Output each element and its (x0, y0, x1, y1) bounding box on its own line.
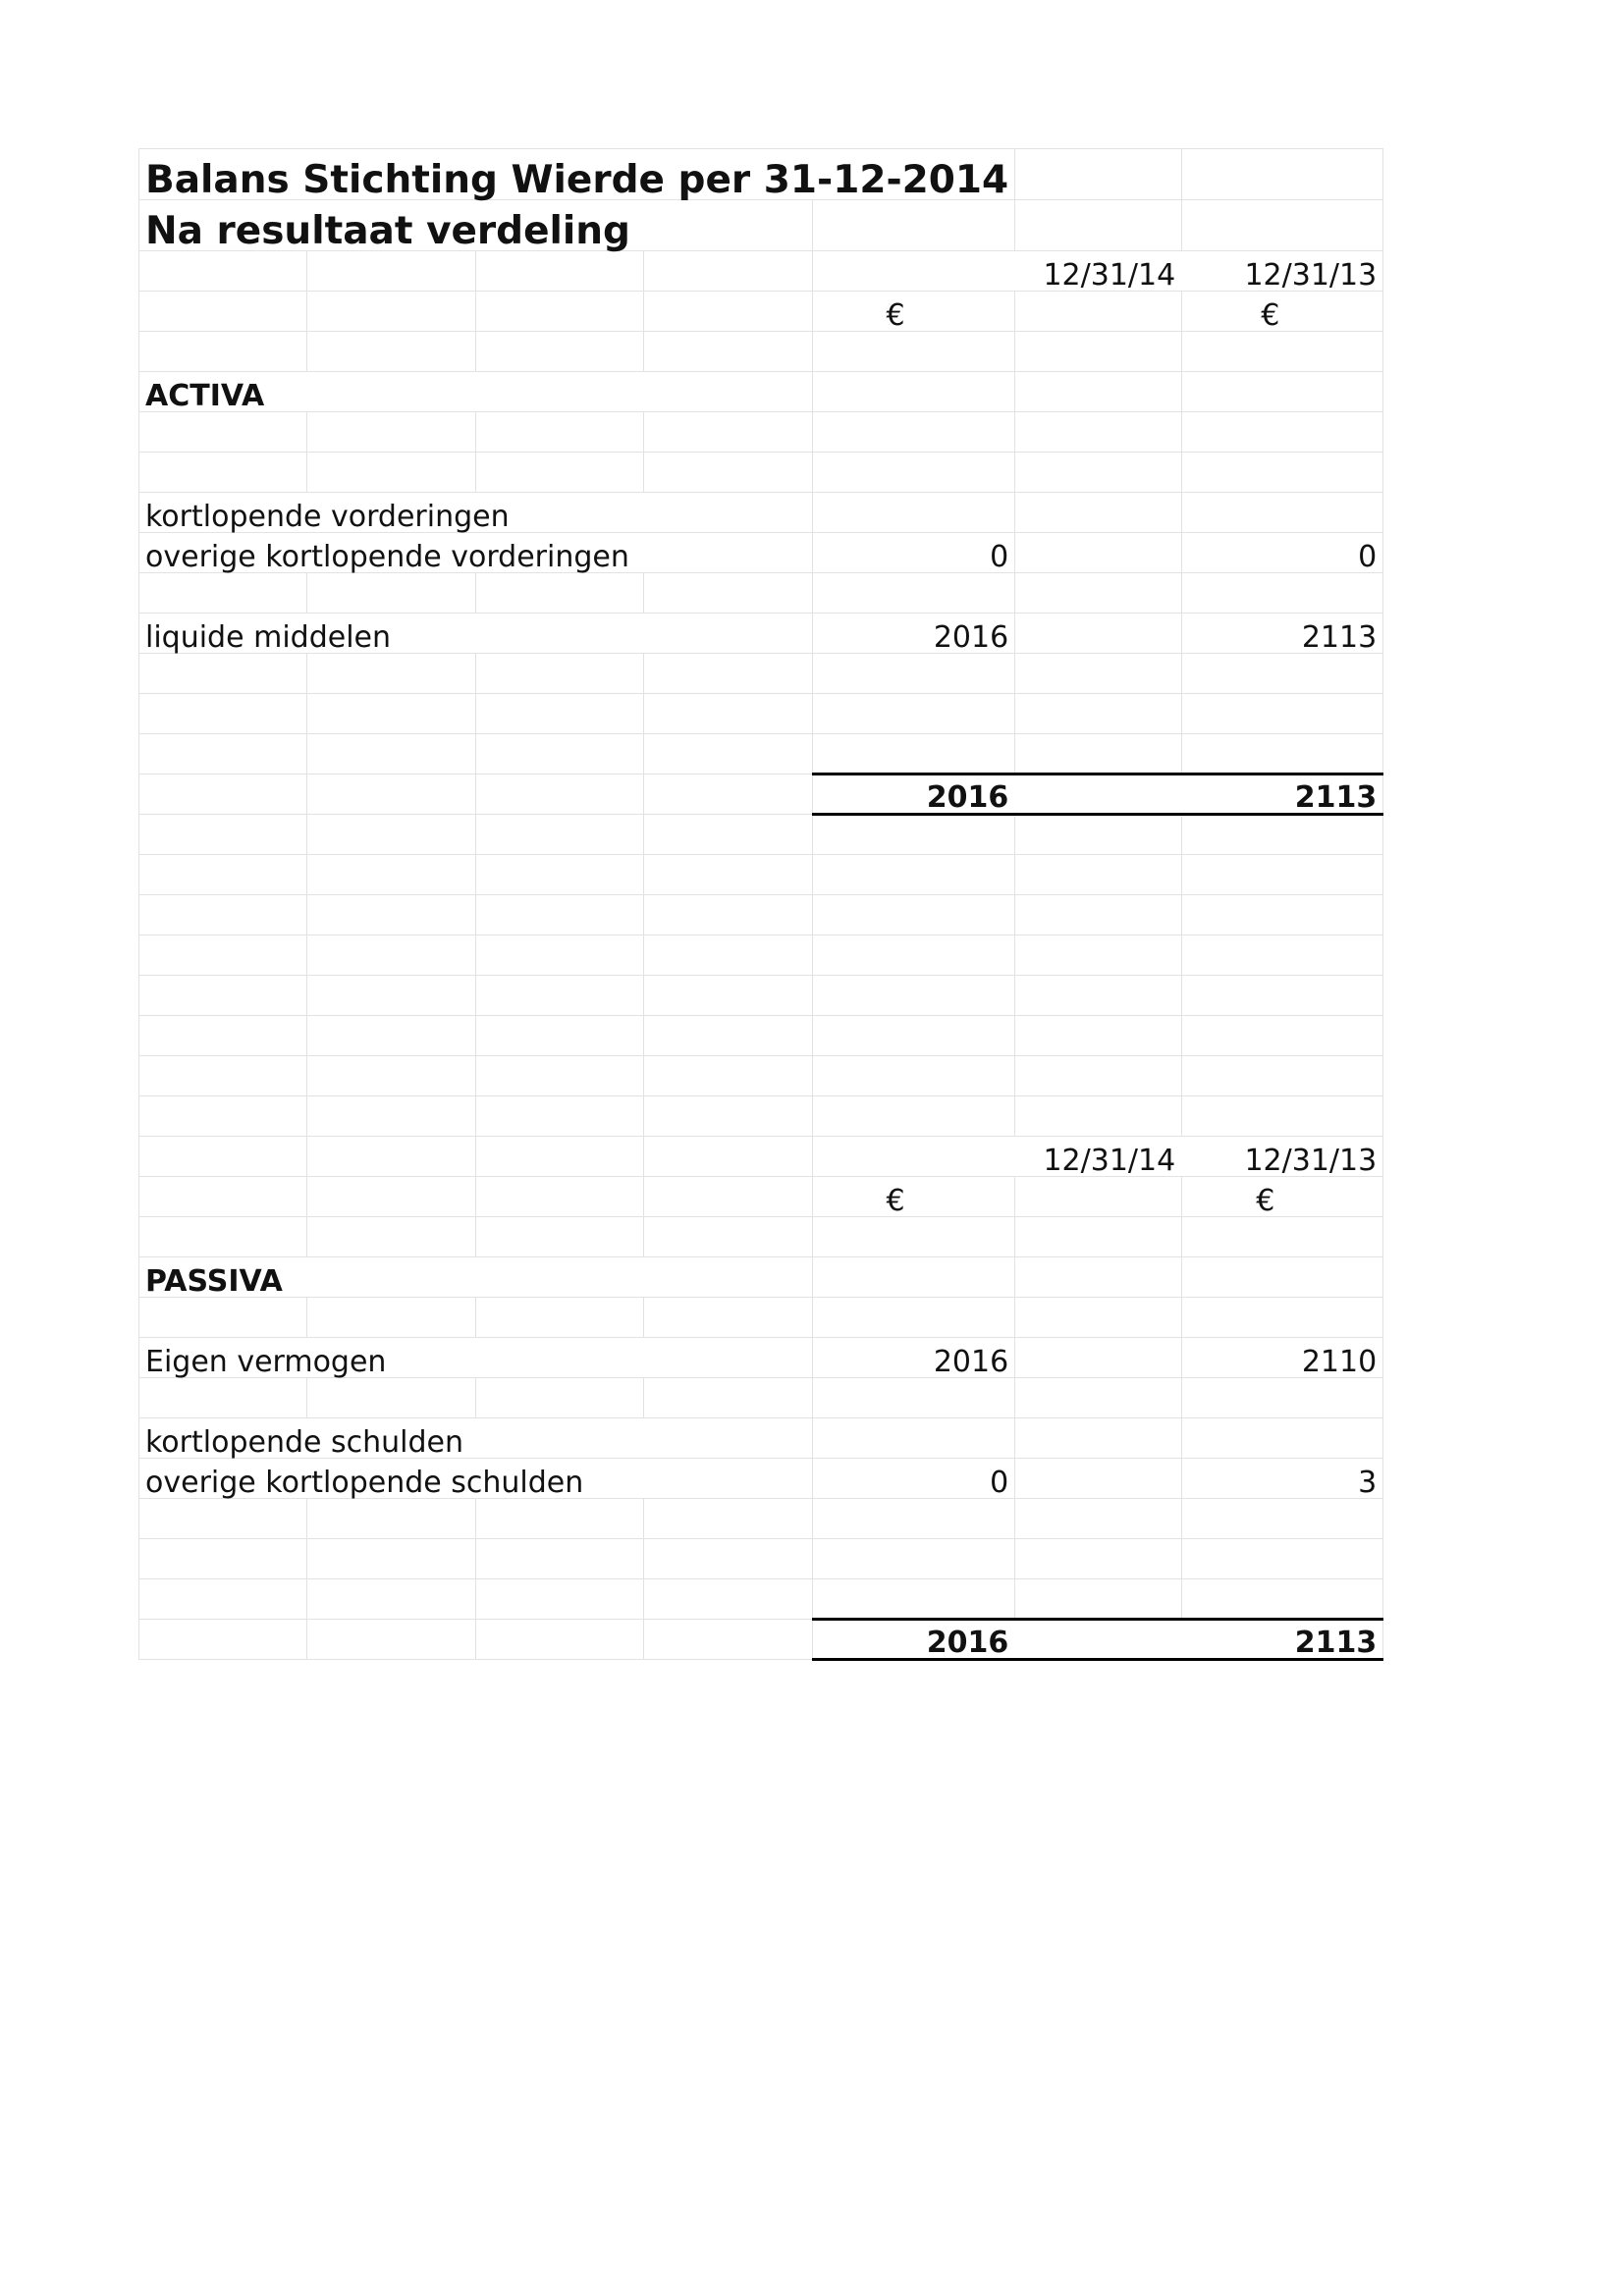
empty-cell (1182, 1217, 1383, 1257)
empty-cell (475, 895, 643, 935)
empty-cell (1015, 1016, 1182, 1056)
empty-cell (139, 654, 307, 694)
empty-cell (812, 895, 1015, 935)
empty-cell (1182, 1096, 1383, 1137)
empty-cell (812, 493, 1015, 533)
empty-cell (644, 1096, 812, 1137)
empty-cell (139, 1177, 307, 1217)
empty-cell (1182, 1499, 1383, 1539)
empty-cell (1015, 694, 1182, 734)
empty-cell (1015, 1338, 1182, 1378)
currency-current-passiva: € (812, 1177, 1015, 1217)
empty-cell (475, 1016, 643, 1056)
empty-cell (1182, 573, 1383, 614)
empty-cell (1182, 200, 1383, 251)
empty-cell (1015, 774, 1182, 815)
empty-cell (307, 1579, 475, 1620)
empty-cell (307, 935, 475, 976)
empty-cell (139, 935, 307, 976)
table-row (139, 533, 1383, 573)
empty-cell (1015, 976, 1182, 1016)
empty-cell (139, 855, 307, 895)
empty-cell (1015, 1418, 1182, 1459)
activa-total-current: 2016 (812, 774, 1015, 815)
empty-cell (307, 1056, 475, 1096)
empty-cell (1015, 614, 1182, 654)
empty-cell (139, 1298, 307, 1338)
empty-cell (1015, 149, 1182, 200)
empty-cell (1015, 1056, 1182, 1096)
empty-cell (139, 573, 307, 614)
empty-cell (139, 1378, 307, 1418)
empty-cell (139, 251, 307, 292)
empty-cell (1015, 935, 1182, 976)
activa-heading: ACTIVA (139, 372, 813, 412)
passiva-total-row (139, 1620, 1383, 1660)
empty-cell (307, 573, 475, 614)
empty-cell (139, 734, 307, 774)
empty-cell (1182, 1539, 1383, 1579)
empty-cell (812, 976, 1015, 1016)
empty-cell (644, 976, 812, 1016)
empty-cell (644, 1539, 812, 1579)
date-header-row-activa (139, 251, 1383, 292)
empty-cell (307, 774, 475, 815)
currency-row-activa (139, 292, 1383, 332)
currency-row-passiva (139, 1177, 1383, 1217)
currency-previous-activa: € (1182, 292, 1383, 332)
empty-cell (307, 292, 475, 332)
empty-cell (1182, 149, 1383, 200)
empty-cell (812, 1016, 1015, 1056)
equity-current: 2016 (812, 1338, 1015, 1378)
empty-cell (475, 694, 643, 734)
empty-cell (139, 1016, 307, 1056)
empty-cell (812, 1217, 1015, 1257)
empty-cell (1015, 372, 1182, 412)
empty-cell (644, 774, 812, 815)
empty-cell (475, 332, 643, 372)
empty-cell (307, 694, 475, 734)
empty-cell (1015, 1257, 1182, 1298)
empty-cell (644, 935, 812, 976)
empty-cell (475, 1056, 643, 1096)
empty-cell (1182, 654, 1383, 694)
table-row (139, 453, 1383, 493)
empty-cell (307, 1620, 475, 1660)
empty-cell (1182, 412, 1383, 453)
empty-cell (307, 895, 475, 935)
table-row (139, 815, 1383, 855)
empty-cell (475, 412, 643, 453)
empty-cell (475, 734, 643, 774)
empty-cell (1015, 493, 1182, 533)
empty-cell (644, 895, 812, 935)
empty-cell (812, 1096, 1015, 1137)
empty-cell (1015, 895, 1182, 935)
empty-cell (1015, 412, 1182, 453)
empty-cell (1182, 1579, 1383, 1620)
empty-cell (475, 1579, 643, 1620)
empty-cell (812, 412, 1015, 453)
empty-cell (644, 1177, 812, 1217)
table-row (139, 855, 1383, 895)
empty-cell (644, 654, 812, 694)
empty-cell (475, 815, 643, 855)
empty-cell (812, 332, 1015, 372)
empty-cell (644, 412, 812, 453)
table-row (139, 1338, 1383, 1378)
empty-cell (1182, 734, 1383, 774)
table-row (139, 1217, 1383, 1257)
empty-cell (307, 1378, 475, 1418)
empty-cell (812, 1056, 1015, 1096)
receivables-current: 0 (812, 533, 1015, 573)
empty-cell (139, 895, 307, 935)
table-row (139, 332, 1383, 372)
empty-cell (644, 1137, 812, 1177)
empty-cell (307, 1499, 475, 1539)
empty-cell (812, 1298, 1015, 1338)
empty-cell (1015, 533, 1182, 573)
empty-cell (307, 855, 475, 895)
empty-cell (1182, 935, 1383, 976)
cash-label: liquide middelen (139, 614, 813, 654)
table-row (139, 1579, 1383, 1620)
empty-cell (1182, 453, 1383, 493)
empty-cell (307, 1539, 475, 1579)
empty-cell (1015, 1217, 1182, 1257)
empty-cell (307, 815, 475, 855)
empty-cell (644, 1499, 812, 1539)
empty-cell (307, 1137, 475, 1177)
table-row (139, 895, 1383, 935)
empty-cell (139, 774, 307, 815)
empty-cell (139, 1499, 307, 1539)
empty-cell (1182, 694, 1383, 734)
empty-cell (644, 292, 812, 332)
empty-cell (812, 815, 1015, 855)
empty-cell (644, 855, 812, 895)
empty-cell (1015, 1579, 1182, 1620)
empty-cell (812, 1257, 1015, 1298)
table-row (139, 573, 1383, 614)
empty-cell (307, 1217, 475, 1257)
table-row (139, 1418, 1383, 1459)
passiva-heading: PASSIVA (139, 1257, 813, 1298)
empty-cell (1015, 292, 1182, 332)
empty-cell (139, 1217, 307, 1257)
empty-cell (1015, 1096, 1182, 1137)
empty-cell (139, 815, 307, 855)
passiva-total-current: 2016 (812, 1620, 1015, 1660)
table-row (139, 654, 1383, 694)
empty-cell (1015, 815, 1182, 855)
empty-cell (644, 1016, 812, 1056)
receivables-previous: 0 (1182, 533, 1383, 573)
empty-cell (644, 1217, 812, 1257)
cash-current: 2016 (812, 614, 1015, 654)
empty-cell (475, 1177, 643, 1217)
empty-cell (1182, 493, 1383, 533)
table-row (139, 935, 1383, 976)
empty-cell (812, 1579, 1015, 1620)
empty-cell (475, 1217, 643, 1257)
table-row (139, 200, 1383, 251)
debts-previous: 3 (1182, 1459, 1383, 1499)
empty-cell (644, 1579, 812, 1620)
empty-cell (644, 573, 812, 614)
empty-cell (139, 1620, 307, 1660)
table-row (139, 1459, 1383, 1499)
empty-cell (1182, 1257, 1383, 1298)
empty-cell (1182, 976, 1383, 1016)
table-row (139, 372, 1383, 412)
receivables-label: overige kortlopende vorderingen (139, 533, 813, 573)
empty-cell (307, 332, 475, 372)
empty-cell (1015, 1177, 1182, 1217)
empty-cell (1015, 200, 1182, 251)
table-row (139, 1016, 1383, 1056)
empty-cell (1015, 855, 1182, 895)
empty-cell (644, 1056, 812, 1096)
empty-cell (1182, 855, 1383, 895)
passiva-total-previous: 2113 (1182, 1620, 1383, 1660)
empty-cell (812, 573, 1015, 614)
table-row (139, 1378, 1383, 1418)
empty-cell (644, 815, 812, 855)
debts-heading: kortlopende schulden (139, 1418, 813, 1459)
empty-cell (139, 976, 307, 1016)
cash-previous: 2113 (1182, 614, 1383, 654)
empty-cell (1015, 1298, 1182, 1338)
empty-cell (139, 694, 307, 734)
empty-cell (812, 200, 1015, 251)
empty-cell (307, 251, 475, 292)
table-row (139, 493, 1383, 533)
empty-cell (812, 855, 1015, 895)
empty-cell (475, 1137, 643, 1177)
empty-cell (812, 935, 1015, 976)
date-current-activa: 12/31/14 (812, 251, 1182, 292)
empty-cell (644, 332, 812, 372)
empty-cell (1182, 1056, 1383, 1096)
empty-cell (812, 372, 1015, 412)
empty-cell (139, 1096, 307, 1137)
table-row (139, 614, 1383, 654)
empty-cell (644, 694, 812, 734)
empty-cell (475, 1378, 643, 1418)
activa-total-previous: 2113 (1182, 774, 1383, 815)
empty-cell (475, 251, 643, 292)
empty-cell (139, 1056, 307, 1096)
empty-cell (644, 1620, 812, 1660)
currency-previous-passiva: € (1182, 1177, 1383, 1217)
empty-cell (475, 774, 643, 815)
empty-cell (812, 654, 1015, 694)
table-row (139, 1056, 1383, 1096)
empty-cell (1182, 1418, 1383, 1459)
receivables-heading: kortlopende vorderingen (139, 493, 813, 533)
empty-cell (475, 1298, 643, 1338)
empty-cell (812, 1499, 1015, 1539)
empty-cell (1182, 1378, 1383, 1418)
date-previous-passiva: 12/31/13 (1182, 1137, 1383, 1177)
empty-cell (307, 453, 475, 493)
empty-cell (1182, 1016, 1383, 1056)
empty-cell (475, 976, 643, 1016)
empty-cell (1015, 332, 1182, 372)
empty-cell (1182, 372, 1383, 412)
sheet-subtitle: Na resultaat verdeling (139, 200, 813, 251)
empty-cell (475, 654, 643, 694)
balance-sheet (138, 148, 1383, 1661)
empty-cell (475, 573, 643, 614)
sheet-title: Balans Stichting Wierde per 31-12-2014 (139, 149, 1015, 200)
empty-cell (1015, 1378, 1182, 1418)
empty-cell (139, 292, 307, 332)
empty-cell (475, 935, 643, 976)
empty-cell (644, 251, 812, 292)
empty-cell (1015, 1539, 1182, 1579)
empty-cell (1015, 1620, 1182, 1660)
empty-cell (475, 292, 643, 332)
table-row (139, 734, 1383, 774)
table-row (139, 1539, 1383, 1579)
empty-cell (475, 1499, 643, 1539)
empty-cell (1182, 1298, 1383, 1338)
empty-cell (139, 332, 307, 372)
empty-cell (139, 453, 307, 493)
empty-cell (475, 1539, 643, 1579)
empty-cell (307, 734, 475, 774)
empty-cell (1182, 895, 1383, 935)
table-row (139, 1096, 1383, 1137)
empty-cell (812, 1418, 1015, 1459)
table-row (139, 1298, 1383, 1338)
empty-cell (475, 453, 643, 493)
empty-cell (644, 1378, 812, 1418)
table-row (139, 976, 1383, 1016)
empty-cell (139, 412, 307, 453)
empty-cell (1015, 453, 1182, 493)
empty-cell (307, 654, 475, 694)
date-current-passiva: 12/31/14 (812, 1137, 1182, 1177)
empty-cell (644, 734, 812, 774)
empty-cell (644, 1298, 812, 1338)
empty-cell (1182, 815, 1383, 855)
empty-cell (644, 453, 812, 493)
date-previous-activa: 12/31/13 (1182, 251, 1383, 292)
currency-current-activa: € (812, 292, 1015, 332)
empty-cell (307, 1016, 475, 1056)
debts-label: overige kortlopende schulden (139, 1459, 813, 1499)
empty-cell (812, 694, 1015, 734)
table-row (139, 149, 1383, 200)
empty-cell (307, 1096, 475, 1137)
empty-cell (139, 1579, 307, 1620)
empty-cell (307, 1298, 475, 1338)
equity-label: Eigen vermogen (139, 1338, 813, 1378)
empty-cell (1015, 734, 1182, 774)
empty-cell (812, 1539, 1015, 1579)
empty-cell (475, 855, 643, 895)
empty-cell (139, 1137, 307, 1177)
date-header-row-passiva (139, 1137, 1383, 1177)
empty-cell (475, 1096, 643, 1137)
empty-cell (812, 1378, 1015, 1418)
empty-cell (1015, 1499, 1182, 1539)
empty-cell (475, 1620, 643, 1660)
empty-cell (1015, 1459, 1182, 1499)
empty-cell (307, 1177, 475, 1217)
empty-cell (139, 1539, 307, 1579)
table-row (139, 694, 1383, 734)
empty-cell (812, 734, 1015, 774)
table-row (139, 412, 1383, 453)
equity-previous: 2110 (1182, 1338, 1383, 1378)
empty-cell (307, 976, 475, 1016)
debts-current: 0 (812, 1459, 1015, 1499)
table-row (139, 1499, 1383, 1539)
activa-total-row (139, 774, 1383, 815)
table-row (139, 1257, 1383, 1298)
empty-cell (1182, 332, 1383, 372)
empty-cell (1015, 573, 1182, 614)
empty-cell (307, 412, 475, 453)
empty-cell (812, 453, 1015, 493)
empty-cell (1015, 654, 1182, 694)
